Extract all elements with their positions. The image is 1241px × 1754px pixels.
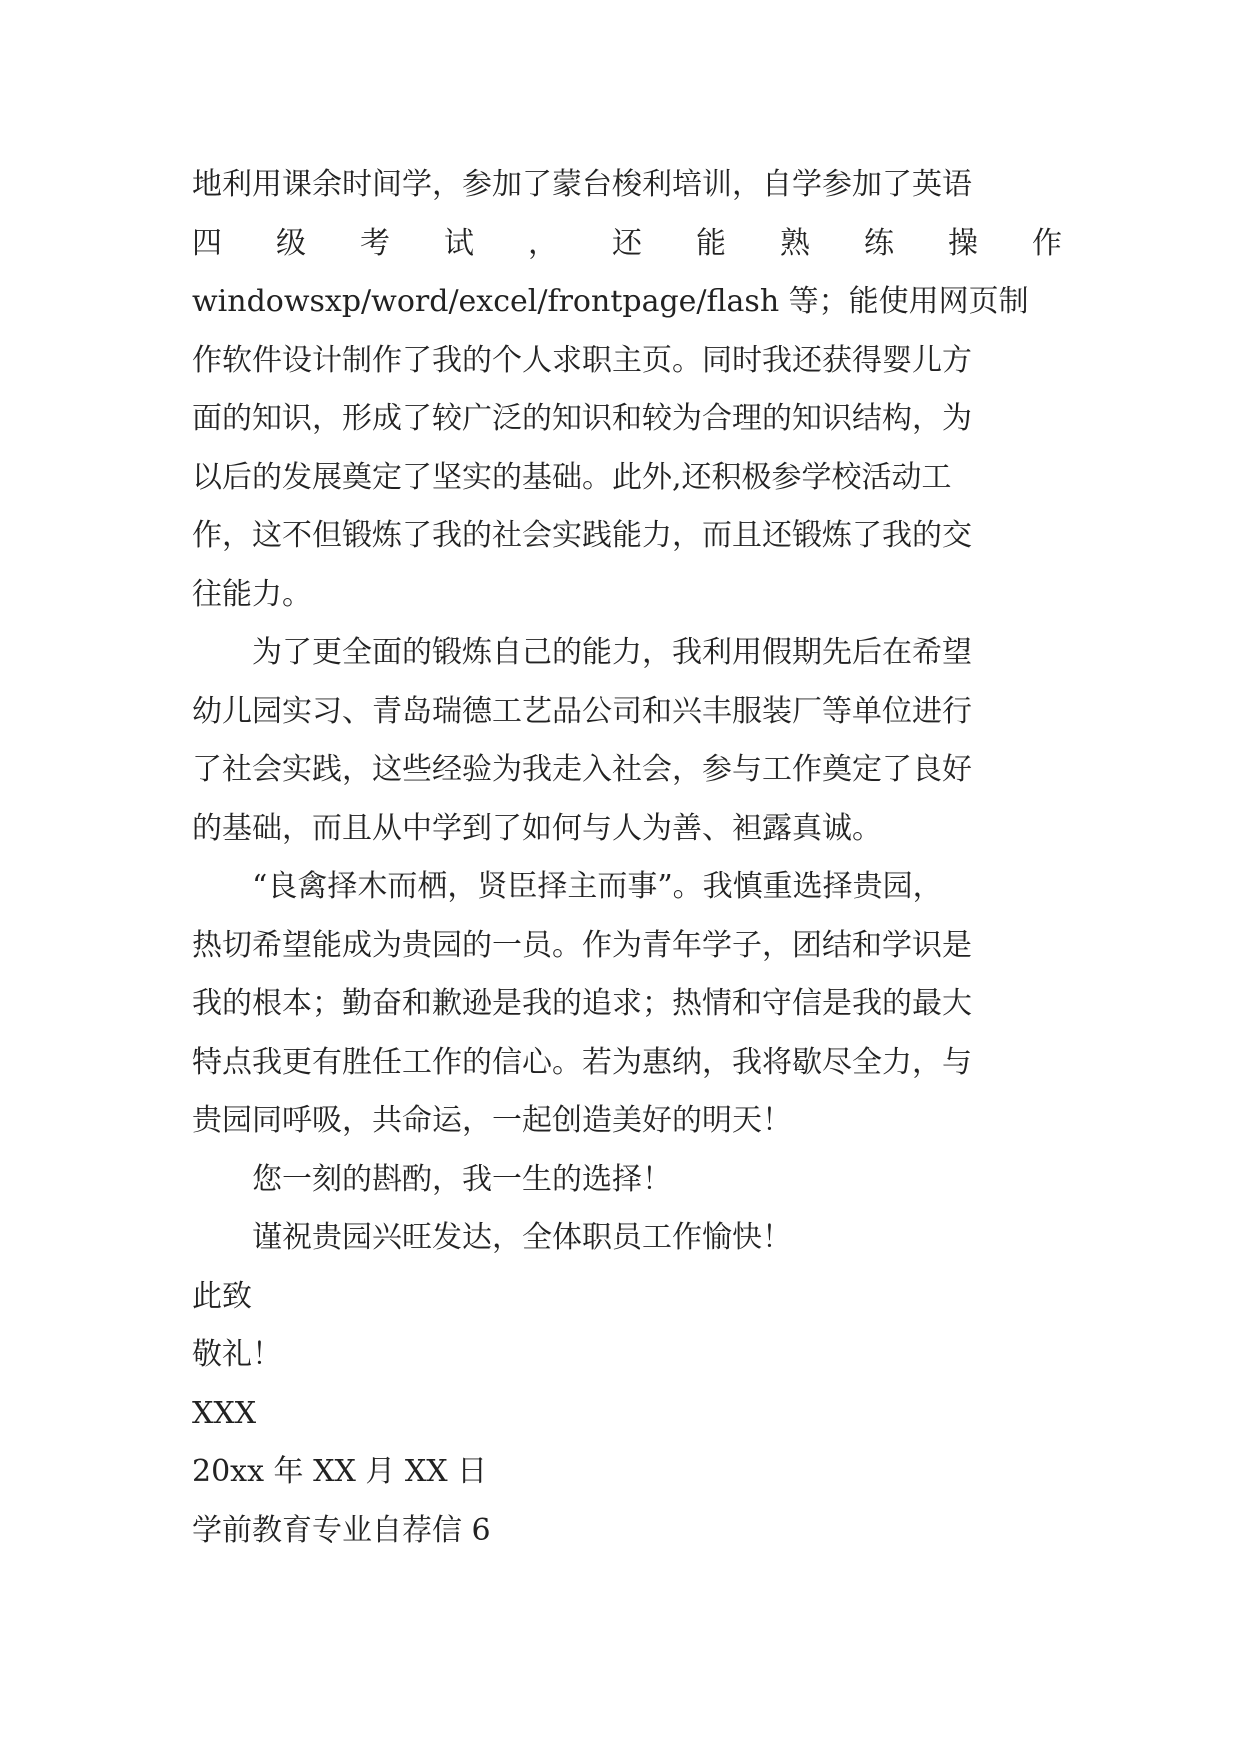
char: 作 (1032, 225, 1062, 261)
text-line: 面的知识，形成了较广泛的知识和较为合理的知识结构，为 (192, 401, 972, 436)
text-line: 了社会实践，这些经验为我走入社会，参与工作奠定了良好 (192, 752, 972, 787)
char: 试 (444, 225, 474, 261)
char: ， (528, 225, 558, 261)
date: 20xx 年 XX 月 XX 日 (192, 1454, 488, 1489)
text-line: windowsxp/word/excel/frontpage/flash 等；能使用网页制 (192, 284, 1029, 319)
char: 四 (192, 225, 222, 261)
text-line: 谨祝贵园兴旺发达，全体职员工作愉快！ (252, 1220, 792, 1255)
signature: XXX (192, 1395, 257, 1431)
text-line: 作软件设计制作了我的个人求职主页。同时我还获得婴儿方 (192, 342, 972, 378)
closing-salutation: 此致 (192, 1278, 252, 1314)
char: 能 (696, 225, 726, 261)
letter-body (192, 156, 1062, 1560)
char: 级 (276, 225, 306, 261)
text-line: “良禽择木而栖，贤臣择主而事”。我慎重选择贵园， (252, 869, 943, 904)
char: 练 (864, 225, 894, 261)
text-line: 热切希望能成为贵园的一员。作为青年学子，团结和学识是 (192, 927, 972, 963)
text-line: 我的根本；勤奋和歉逊是我的追求；热情和守信是我的最大 (192, 986, 972, 1021)
text-line: 的基础，而且从中学到了如何与人为善、袒露真诚。 (192, 810, 882, 846)
text-line: 贵园同呼吸，共命运，一起创造美好的明天！ (192, 1103, 792, 1138)
closing-respects: 敬礼！ (192, 1337, 282, 1372)
char: 还 (612, 225, 642, 261)
text-line: 您一刻的斟酌，我一生的选择！ (252, 1161, 672, 1197)
char: 考 (360, 225, 390, 261)
text-line: 地利用课余时间学，参加了蒙台梭利培训，自学参加了英语 (192, 167, 972, 202)
text-line: 幼儿园实习、青岛瑞德工艺品公司和兴丰服装厂等单位进行 (192, 693, 972, 729)
text-line: 为了更全面的锻炼自己的能力，我利用假期先后在希望 (252, 635, 972, 670)
text-line: 以后的发展奠定了坚实的基础。此外,还积极参学校活动工 (192, 459, 952, 495)
text-line: 特点我更有胜任工作的信心。若为惠纳，我将歇尽全力，与 (192, 1044, 972, 1080)
section-title: 学前教育专业自荐信 6 (192, 1512, 491, 1548)
char: 熟 (780, 225, 810, 261)
text-line: 往能力。 (192, 576, 312, 612)
text-line-justified (192, 215, 1062, 274)
char: 操 (948, 225, 978, 261)
text-line: 作，这不但锻炼了我的社会实践能力，而且还锻炼了我的交 (192, 518, 972, 553)
